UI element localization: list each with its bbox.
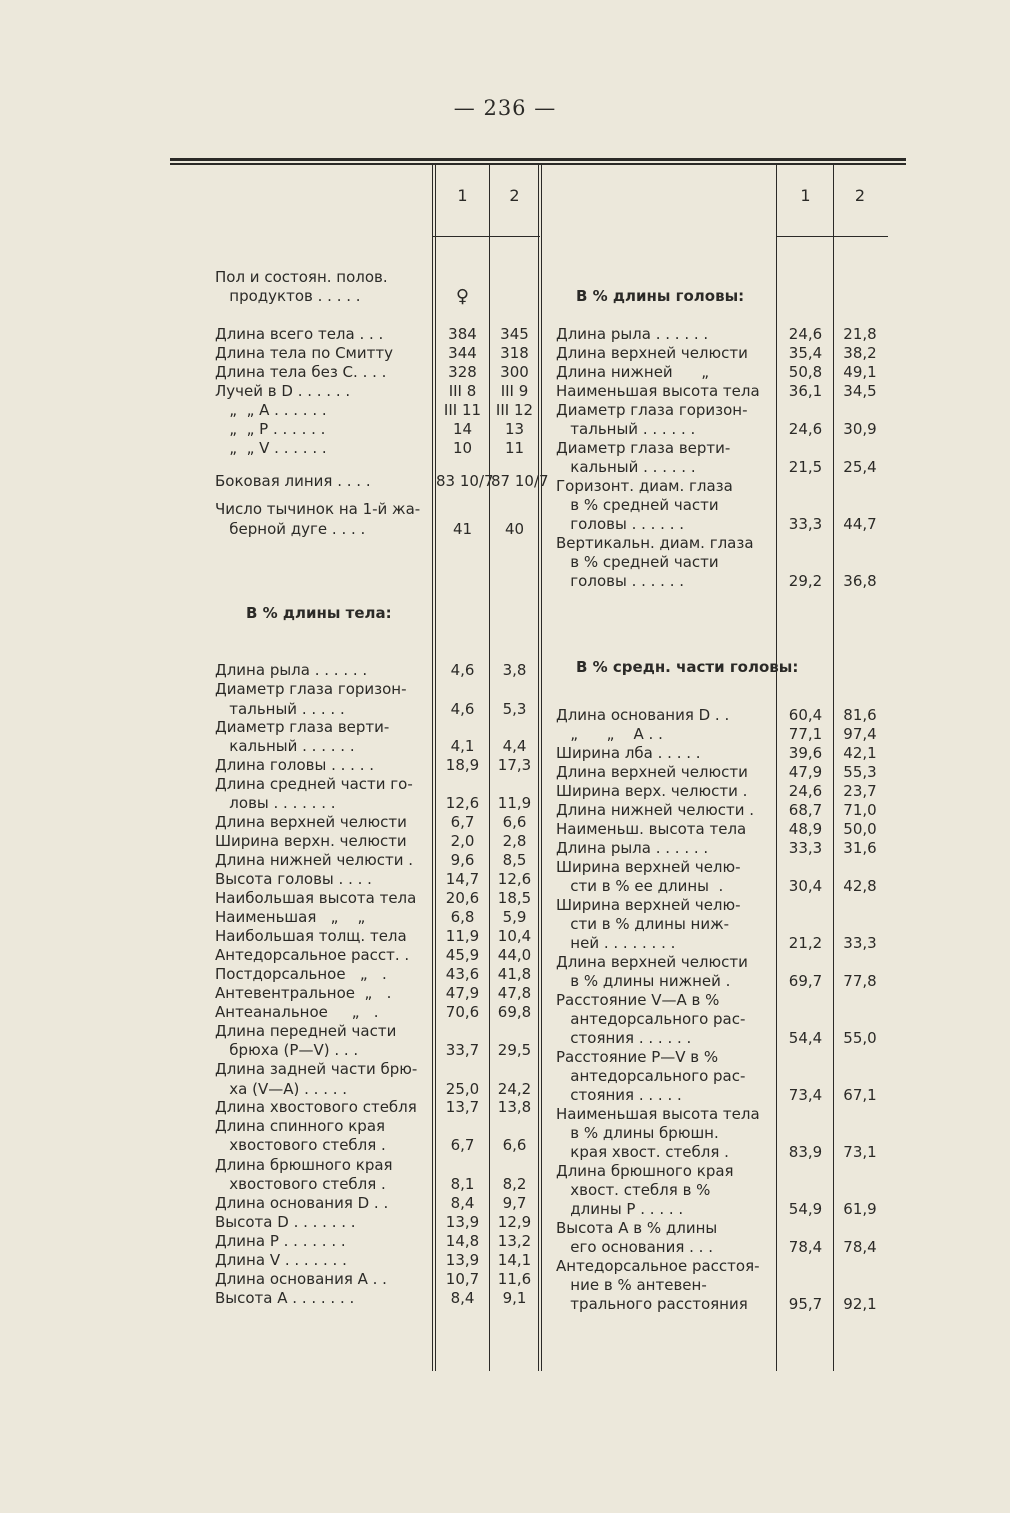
row-label: Наибольшая толщ. тела xyxy=(215,927,407,945)
row-label: сти в % ее длины . xyxy=(556,877,724,895)
row-value-col-2: 40 xyxy=(504,520,525,538)
row-value-col-1: ♀ xyxy=(455,286,470,307)
row-label: Лучей в D . . . . . . xyxy=(215,382,351,400)
section-heading: В % средн. части головы: xyxy=(576,658,799,676)
row-value-col-1: 14,7 xyxy=(445,870,480,888)
row-value-col-2: 69,8 xyxy=(497,1003,532,1021)
row-label: „ „ A . . xyxy=(556,725,663,743)
row-value-col-1: 9,6 xyxy=(450,851,475,869)
row-label: Пол и состоян. полов. xyxy=(215,268,388,286)
row-label: Длина хвостового стебля xyxy=(215,1098,417,1116)
row-value-col-2: 42,8 xyxy=(843,877,877,895)
row-label: головы . . . . . . xyxy=(556,515,685,533)
row-value-col-2: 9,1 xyxy=(502,1289,527,1307)
row-value-col-1: 83,9 xyxy=(788,1143,823,1161)
col-rule-right-1 xyxy=(776,163,777,1371)
row-label: Длина P . . . . . . . xyxy=(215,1232,346,1250)
row-label: Антедорсальное расстоя- xyxy=(556,1257,760,1275)
row-label: Длина рыла . . . . . . xyxy=(215,661,368,679)
row-value-col-1: 14 xyxy=(452,420,473,438)
row-value-col-1: 18,9 xyxy=(445,756,480,774)
row-value-col-2: 29,5 xyxy=(497,1041,532,1059)
row-label: тальный . . . . . . xyxy=(556,420,696,438)
col-rule-left-2 xyxy=(489,163,490,1371)
row-value-col-1: 60,4 xyxy=(788,706,823,724)
row-value-col-2: 8,2 xyxy=(502,1175,527,1193)
row-value-col-1: 8,4 xyxy=(450,1194,475,1212)
row-label: ловы . . . . . . . xyxy=(215,794,336,812)
row-label: Число тычинок на 1-й жа- xyxy=(215,500,421,518)
row-label: Диаметр глаза верти- xyxy=(215,718,390,736)
row-label: сти в % длины ниж- xyxy=(556,915,730,933)
row-label: Ширина верхн. челюсти xyxy=(215,832,407,850)
col-rule-right-2 xyxy=(833,163,834,1371)
row-value-col-1: 68,7 xyxy=(788,801,823,819)
row-label: Длина задней части брю- xyxy=(215,1060,418,1078)
row-value-col-1: 73,4 xyxy=(788,1086,823,1104)
row-value-col-1: 12,6 xyxy=(445,794,480,812)
section-heading: В % длины тела: xyxy=(246,604,392,622)
col-rule-center xyxy=(538,163,542,1371)
row-value-col-2: 44,0 xyxy=(497,946,532,964)
row-label: ние в % антевен- xyxy=(556,1276,707,1294)
row-value-col-2: 44,7 xyxy=(843,515,877,533)
row-value-col-2: 6,6 xyxy=(502,1136,527,1154)
row-label: Боковая линия . . . . xyxy=(215,472,371,490)
row-label: в % средней части xyxy=(556,496,719,514)
row-label: трального расстояния xyxy=(556,1295,748,1313)
row-label: Ширина верхней челю- xyxy=(556,896,741,914)
row-label: Длина передней части xyxy=(215,1022,397,1040)
row-label: Диаметр глаза горизон- xyxy=(215,680,407,698)
row-value-col-1: 33,3 xyxy=(788,515,823,533)
header-left-col-1: 1 xyxy=(457,186,468,205)
row-value-col-1: 11,9 xyxy=(445,927,480,945)
row-value-col-1: 4,6 xyxy=(450,661,475,679)
row-label: Длина нижней челюсти . xyxy=(215,851,414,869)
row-label: Наименьшая высота тела xyxy=(556,1105,760,1123)
row-value-col-1: 13,7 xyxy=(445,1098,480,1116)
row-value-col-1: 6,8 xyxy=(450,908,475,926)
row-label: Длина верхней челюсти xyxy=(556,763,748,781)
row-label: Наименьшая высота тела xyxy=(556,382,760,400)
row-value-col-2: 24,2 xyxy=(497,1080,532,1098)
row-value-col-2: 17,3 xyxy=(497,756,532,774)
row-label: Горизонт. диам. глаза xyxy=(556,477,733,495)
row-label: „ „ V . . . . . . xyxy=(215,439,327,457)
row-label: „ „ P . . . . . . xyxy=(215,420,326,438)
row-label: в % длины брюшн. xyxy=(556,1124,719,1142)
row-value-col-2: 11,6 xyxy=(497,1270,532,1288)
row-value-col-2: 87 10/7 xyxy=(491,472,549,490)
row-label: Длина основания A . . xyxy=(215,1270,387,1288)
row-label: Длина головы . . . . . xyxy=(215,756,375,774)
row-value-col-2: 42,1 xyxy=(843,744,877,762)
row-label: Антеанальное „ . xyxy=(215,1003,379,1021)
row-value-col-2: 92,1 xyxy=(843,1295,877,1313)
row-label: хвостового стебля . xyxy=(215,1175,386,1193)
row-value-col-1: 33,7 xyxy=(445,1041,480,1059)
row-label: антедорсального рас- xyxy=(556,1067,746,1085)
row-label: Наименьшая „ „ xyxy=(215,908,366,926)
row-value-col-1: 47,9 xyxy=(445,984,480,1002)
row-value-col-1: 328 xyxy=(448,363,477,381)
row-label: Длина нижней „ xyxy=(556,363,710,381)
row-value-col-1: 13,9 xyxy=(445,1213,480,1231)
row-value-col-1: 24,6 xyxy=(788,420,823,438)
row-value-col-1: 50,8 xyxy=(788,363,823,381)
row-label: Длина брюшного края xyxy=(556,1162,734,1180)
row-value-col-2: 30,9 xyxy=(843,420,877,438)
row-value-col-1: 10,7 xyxy=(445,1270,480,1288)
row-label: Ширина верхней челю- xyxy=(556,858,741,876)
row-value-col-1: 43,6 xyxy=(445,965,480,983)
row-label: Высота D . . . . . . . xyxy=(215,1213,356,1231)
row-value-col-1: 13,9 xyxy=(445,1251,480,1269)
row-label: Длина всего тела . . . xyxy=(215,325,384,343)
row-value-col-1: 29,2 xyxy=(788,572,823,590)
row-label: Длина нижней челюсти . xyxy=(556,801,755,819)
row-value-col-2: 13,8 xyxy=(497,1098,532,1116)
row-label: Ширина лба . . . . . xyxy=(556,744,701,762)
row-value-col-2: 11 xyxy=(504,439,525,457)
row-label: Диаметр глаза горизон- xyxy=(556,401,748,419)
row-value-col-1: 21,2 xyxy=(788,934,823,952)
row-label: Длина верхней челюсти xyxy=(556,344,748,362)
row-label: Длина тела по Смитту xyxy=(215,344,393,362)
row-value-col-2: 55,0 xyxy=(843,1029,877,1047)
row-value-col-2: 345 xyxy=(500,325,529,343)
row-value-col-1: 8,4 xyxy=(450,1289,475,1307)
row-value-col-1: 4,1 xyxy=(450,737,475,755)
row-label: антедорсального рас- xyxy=(556,1010,746,1028)
row-value-col-1: 54,9 xyxy=(788,1200,823,1218)
page-number: — 236 — xyxy=(453,96,557,120)
row-value-col-1: 20,6 xyxy=(445,889,480,907)
row-value-col-2: III 12 xyxy=(495,401,534,419)
header-underline-right xyxy=(776,236,888,237)
top-rule-thick xyxy=(170,158,906,161)
section-heading: В % длины головы: xyxy=(576,287,745,305)
row-value-col-1: 69,7 xyxy=(788,972,823,990)
row-value-col-2: 9,7 xyxy=(502,1194,527,1212)
row-label: его основания . . . xyxy=(556,1238,713,1256)
row-label: Длина верхней челюсти xyxy=(556,953,748,971)
row-value-col-1: 21,5 xyxy=(788,458,823,476)
row-value-col-2: 12,6 xyxy=(497,870,532,888)
row-value-col-1: 10 xyxy=(452,439,473,457)
row-label: длины P . . . . . xyxy=(556,1200,684,1218)
row-value-col-1: 24,6 xyxy=(788,782,823,800)
row-value-col-2: 5,9 xyxy=(502,908,527,926)
row-value-col-2: 81,6 xyxy=(843,706,877,724)
row-value-col-1: 36,1 xyxy=(788,382,823,400)
row-value-col-2: 34,5 xyxy=(843,382,877,400)
row-value-col-1: 83 10/7 xyxy=(436,472,494,490)
row-value-col-1: 6,7 xyxy=(450,813,475,831)
row-label: Расстояние P—V в % xyxy=(556,1048,719,1066)
row-value-col-1: 4,6 xyxy=(450,700,475,718)
row-label: Высота A в % длины xyxy=(556,1219,718,1237)
row-label: „ „ A . . . . . . xyxy=(215,401,327,419)
row-value-col-2: 13,2 xyxy=(497,1232,532,1250)
row-value-col-2: 97,4 xyxy=(843,725,877,743)
row-value-col-1: 2,0 xyxy=(450,832,475,850)
row-value-col-2: 47,8 xyxy=(497,984,532,1002)
row-value-col-2: 318 xyxy=(500,344,529,362)
row-value-col-1: 30,4 xyxy=(788,877,823,895)
row-value-col-2: 21,8 xyxy=(843,325,877,343)
row-value-col-2: 6,6 xyxy=(502,813,527,831)
row-value-col-2: 77,8 xyxy=(843,972,877,990)
row-value-col-1: III 8 xyxy=(448,382,477,400)
row-value-col-2: 67,1 xyxy=(843,1086,877,1104)
row-value-col-2: 55,3 xyxy=(843,763,877,781)
row-label: Вертикальн. диам. глаза xyxy=(556,534,754,552)
row-value-col-1: 8,1 xyxy=(450,1175,475,1193)
row-label: кальный . . . . . . xyxy=(215,737,355,755)
row-value-col-2: 50,0 xyxy=(843,820,877,838)
row-label: Длина верхней челюсти xyxy=(215,813,407,831)
row-value-col-2: 33,3 xyxy=(843,934,877,952)
row-label: кальный . . . . . . xyxy=(556,458,696,476)
row-value-col-2: 61,9 xyxy=(843,1200,877,1218)
row-value-col-1: 35,4 xyxy=(788,344,823,362)
row-value-col-2: 4,4 xyxy=(502,737,527,755)
header-right-col-2: 2 xyxy=(854,186,866,205)
row-value-col-2: III 9 xyxy=(500,382,529,400)
row-label: продуктов . . . . . xyxy=(215,287,361,305)
row-value-col-1: 48,9 xyxy=(788,820,823,838)
row-label: берной дуге . . . . xyxy=(215,520,366,538)
row-label: края хвост. стебля . xyxy=(556,1143,729,1161)
row-label: Длина V . . . . . . . xyxy=(215,1251,347,1269)
row-value-col-1: 344 xyxy=(448,344,477,362)
row-value-col-2: 78,4 xyxy=(843,1238,877,1256)
row-value-col-2: 38,2 xyxy=(843,344,877,362)
row-value-col-2: 11,9 xyxy=(497,794,532,812)
row-label: Длина средней части го- xyxy=(215,775,413,793)
row-value-col-2: 23,7 xyxy=(843,782,877,800)
row-value-col-1: 70,6 xyxy=(445,1003,480,1021)
row-value-col-2: 2,8 xyxy=(502,832,527,850)
row-label: Ширина верх. челюсти . xyxy=(556,782,748,800)
row-label: в % средней части xyxy=(556,553,719,571)
row-value-col-1: 384 xyxy=(448,325,477,343)
row-label: хвостового стебля . xyxy=(215,1136,386,1154)
row-value-col-2: 31,6 xyxy=(843,839,877,857)
row-value-col-1: 78,4 xyxy=(788,1238,823,1256)
row-value-col-2: 5,3 xyxy=(502,700,527,718)
row-label: тальный . . . . . xyxy=(215,700,345,718)
row-value-col-2: 25,4 xyxy=(843,458,877,476)
row-label: в % длины нижней . xyxy=(556,972,731,990)
row-value-col-1: 95,7 xyxy=(788,1295,823,1313)
row-label: Длина брюшного края xyxy=(215,1156,393,1174)
row-label: Наибольшая высота тела xyxy=(215,889,417,907)
row-value-col-2: 41,8 xyxy=(497,965,532,983)
row-label: Антевентральное „ . xyxy=(215,984,392,1002)
row-label: Постдорсальное „ . xyxy=(215,965,387,983)
row-value-col-2: 300 xyxy=(500,363,529,381)
row-value-col-1: 39,6 xyxy=(788,744,823,762)
row-value-col-2: 3,8 xyxy=(502,661,527,679)
row-label: Длина основания D . . xyxy=(556,706,730,724)
row-value-col-2: 14,1 xyxy=(497,1251,532,1269)
row-value-col-2: 49,1 xyxy=(843,363,877,381)
row-label: стояния . . . . . . xyxy=(556,1029,692,1047)
row-label: брюха (P—V) . . . xyxy=(215,1041,359,1059)
row-value-col-2: 12,9 xyxy=(497,1213,532,1231)
row-label: Длина основания D . . xyxy=(215,1194,389,1212)
row-label: ней . . . . . . . . xyxy=(556,934,676,952)
row-value-col-1: 33,3 xyxy=(788,839,823,857)
row-label: хвост. стебля в % xyxy=(556,1181,711,1199)
header-left-col-2: 2 xyxy=(509,186,520,205)
row-label: Длина тела без С. . . . xyxy=(215,363,387,381)
row-value-col-1: 41 xyxy=(452,520,473,538)
row-value-col-1: 77,1 xyxy=(788,725,823,743)
row-value-col-2: 73,1 xyxy=(843,1143,877,1161)
row-label: ха (V—A) . . . . . xyxy=(215,1080,348,1098)
row-label: стояния . . . . . xyxy=(556,1086,682,1104)
row-label: Антедорсальное расст. . xyxy=(215,946,410,964)
row-label: Длина рыла . . . . . . xyxy=(556,325,709,343)
row-label: Высота головы . . . . xyxy=(215,870,372,888)
row-value-col-1: III 11 xyxy=(443,401,482,419)
row-value-col-2: 8,5 xyxy=(502,851,527,869)
row-label: Длина спинного края xyxy=(215,1117,386,1135)
row-value-col-1: 47,9 xyxy=(788,763,823,781)
row-value-col-2: 18,5 xyxy=(497,889,532,907)
header-underline-left xyxy=(432,236,540,237)
row-value-col-2: 36,8 xyxy=(843,572,877,590)
row-value-col-1: 54,4 xyxy=(788,1029,823,1047)
row-value-col-1: 24,6 xyxy=(788,325,823,343)
row-value-col-1: 6,7 xyxy=(450,1136,475,1154)
row-label: Расстояние V—A в % xyxy=(556,991,720,1009)
row-value-col-2: 10,4 xyxy=(497,927,532,945)
row-value-col-2: 13 xyxy=(504,420,525,438)
row-label: Длина рыла . . . . . . xyxy=(556,839,709,857)
row-value-col-2: 71,0 xyxy=(843,801,877,819)
row-value-col-1: 45,9 xyxy=(445,946,480,964)
row-label: Наименьш. высота тела xyxy=(556,820,747,838)
row-value-col-1: 14,8 xyxy=(445,1232,480,1250)
row-label: головы . . . . . . xyxy=(556,572,685,590)
row-label: Высота A . . . . . . . xyxy=(215,1289,355,1307)
header-right-col-1: 1 xyxy=(800,186,811,205)
row-label: Диаметр глаза верти- xyxy=(556,439,731,457)
row-value-col-1: 25,0 xyxy=(445,1080,480,1098)
